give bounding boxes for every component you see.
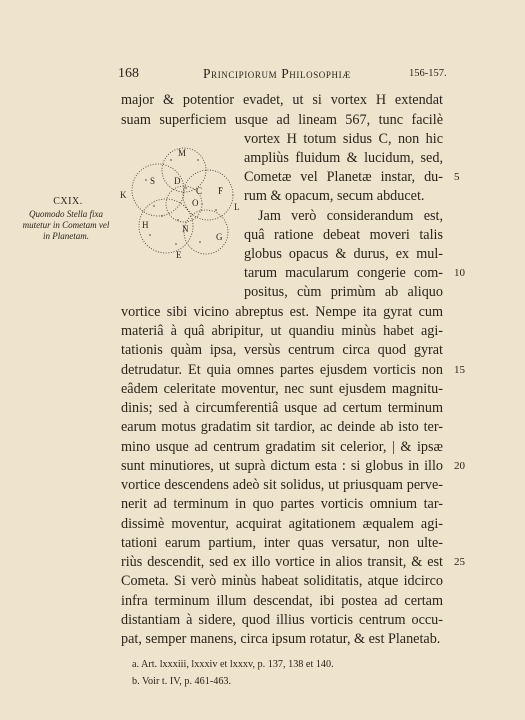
body-line: infra terminum illum descendat, ibi postea ad certam	[121, 593, 443, 609]
body-line: globus opacus & durus, ex mul-	[244, 246, 443, 262]
body-line: mino usque ad centrum gradatim sit celerior, | & ipsæ	[121, 439, 443, 455]
figure-label: H	[142, 220, 149, 230]
body-line: rum & opacum, secum abducet.	[244, 188, 425, 204]
page-reference: 156-157.	[409, 68, 447, 79]
body-line: vortice sibi vicino abreptus est. Nempe ita gyrat cum	[121, 304, 443, 320]
body-line: vortice descendens adeò sit solidus, ut priusquam perve-	[121, 477, 443, 493]
body-line: dissimè moventur, acquirat agitationem æqualem agi-	[121, 516, 443, 532]
figure-label: C	[196, 186, 203, 196]
body-line: major & potentior evadet, ut si vortex H extendat	[121, 92, 443, 108]
body-line: Cometæ vel Planetæ instar, du-	[244, 169, 443, 185]
figure-label: O	[192, 198, 199, 208]
body-line: sunt minutiores, ut suprà dictum esta : si globus in illo	[121, 458, 443, 474]
body-line: distantiam à sidere, quod illius vorticis centrum occu-	[121, 612, 443, 628]
body-line: ampliùs fluidum & lucidum, sed,	[244, 150, 443, 166]
line-number: 5	[454, 171, 460, 183]
body-line: Jam verò considerandum est,	[258, 208, 443, 224]
body-line: pat, semper manens, circa ipsum rotatur, & est Planetab.	[121, 631, 441, 647]
body-line: suam superficiem usque ad lineam 567, tunc facilè	[121, 112, 443, 128]
figure-label: G	[216, 232, 223, 242]
margin-article-number: CXIX.	[53, 196, 83, 207]
body-line: earum motus gradatim sit tardior, ac deinde ab isto ter-	[121, 419, 443, 435]
margin-note: Quomodo Stella fixa mutetur in Cometam vel in Planetam.	[22, 209, 110, 241]
footnote-b: b. Voir t. IV, p. 461-463.	[132, 676, 232, 687]
figure-label: K	[120, 190, 127, 200]
figure-label: L	[234, 202, 240, 212]
line-number: 20	[454, 460, 465, 472]
figure-label: N	[182, 224, 189, 234]
line-number: 25	[454, 556, 465, 568]
body-line: tarum macularum congerie com-	[244, 265, 443, 281]
body-line: dinis; sed à circumferentiâ usque ad certum terminum	[121, 400, 443, 416]
body-line: Cometa. Si verò minùs habeat soliditatis, atque idcirco	[121, 573, 443, 589]
figure-label: S	[150, 176, 156, 186]
figure-label: D	[174, 176, 181, 186]
vortex-figure	[116, 140, 244, 264]
body-line: vortex H totum sidus C, non hic	[244, 131, 443, 147]
figure-label: E	[176, 250, 182, 260]
running-title: Principiorum Philosophiæ	[203, 66, 351, 81]
page-number: 168	[118, 66, 139, 81]
body-line: tationi earum partium, inter quas versatur, non ulte-	[121, 535, 443, 551]
body-line: riùs descendit, sed ex illo vortice in alios transit, & est	[121, 554, 443, 570]
line-number: 15	[454, 364, 465, 376]
figure-label: F	[218, 186, 224, 196]
body-line: quâ ratione debeat moveri talis	[244, 227, 443, 243]
footnote-a: a. Art. lxxxiii, lxxxiv et lxxxv, p. 137, 138 et 140.	[132, 659, 334, 670]
body-line: nerit ad terminum in quo partes vorticis omnium tar-	[121, 496, 443, 512]
vortex-diagram	[116, 140, 244, 264]
body-line: materiâ à quâ abripitur, ut quandiu minùs habet agi-	[121, 323, 443, 339]
figure-label: M	[178, 148, 187, 158]
body-line: detrudatur. Et quia omnes partes ejusdem vorticis non	[121, 362, 443, 378]
body-line: eâdem celeritate moventur, nec sunt ejusdem magnitu-	[121, 381, 443, 397]
line-number: 10	[454, 267, 465, 279]
body-line: tationis quàm ipsa, versùs centrum circa quod gyrat	[121, 342, 443, 358]
body-line: positus, cùm primùm ab aliquo	[244, 284, 443, 300]
